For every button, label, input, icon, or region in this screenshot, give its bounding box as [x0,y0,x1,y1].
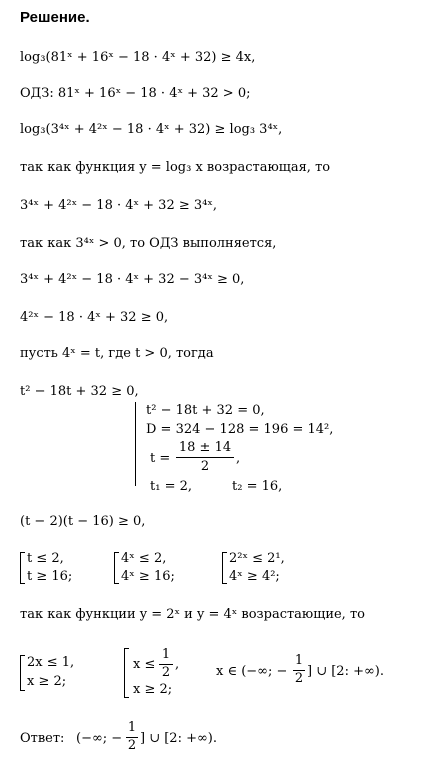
answer-prefix: (−∞; − [76,731,123,746]
roots-formula-label: t = [150,451,171,466]
system5-denominator: 2 [161,665,171,680]
answer-suffix: ] ∪ [2: +∞). [140,731,218,746]
roots-formula-numerator: 18 ± 14 [178,440,232,455]
system5-comma: , [175,657,180,672]
root-t1: t₁ = 2, [150,479,192,494]
system-bracket [20,552,25,584]
system5-numerator: 1 [161,647,171,662]
system5-line1-label: x ≤ [133,657,156,672]
fraction-bar [176,457,234,458]
roots-formula-denominator: 2 [200,459,210,474]
union-numerator: 1 [294,653,304,668]
quadratic-equation: t² − 18t + 32 = 0, [146,403,265,418]
reduced-inequality: 4²ˣ − 18 · 4ˣ + 32 ≥ 0, [20,310,169,325]
monotonic-note: так как функция y = log₃ x возрастающая, то [20,160,331,175]
exp-inequality: 3⁴ˣ + 4²ˣ − 18 · 4ˣ + 32 ≥ 3⁴ˣ, [20,198,217,213]
system2-line2: 4ˣ ≥ 16; [121,569,175,584]
system1-line2: t ≥ 16; [27,569,73,584]
substitution: пусть 4ˣ = t, где t > 0, тогда [20,346,214,361]
answer-label: Ответ: [20,731,65,746]
roots-formula-comma: , [236,451,241,466]
union-prefix: x ∈ (−∞; − [216,664,288,679]
root-t2: t₂ = 16, [232,479,283,494]
system1-line1: t ≤ 2, [27,551,64,566]
log-inequality: log₃(81ˣ + 16ˣ − 18 · 4ˣ + 32) ≥ 4x, [20,50,256,65]
answer-denominator: 2 [127,738,137,753]
system-bracket [222,552,227,584]
system-bracket [114,552,119,584]
quadratic-inequality: t² − 18t + 32 ≥ 0, [20,384,139,399]
system4-line2: x ≥ 2; [27,674,67,689]
system3-line1: 2²ˣ ≤ 2¹, [229,551,285,566]
union-suffix: ] ∪ [2: +∞). [307,664,385,679]
system-bracket [124,648,129,698]
union-denominator: 2 [294,671,304,686]
domain-condition: ОДЗ: 81ˣ + 16ˣ − 18 · 4ˣ + 32 > 0; [20,86,251,101]
aside-divider [135,402,136,486]
answer-numerator: 1 [127,720,137,735]
increasing-functions-note: так как функции y = 2ˣ и y = 4ˣ возрастающие, то [20,607,365,622]
log-rewrite: log₃(3⁴ˣ + 4²ˣ − 18 · 4ˣ + 32) ≥ log₃ 3⁴ˣ, [20,122,283,137]
system2-line1: 4ˣ ≤ 2, [121,551,167,566]
system5-line2: x ≥ 2; [133,682,173,697]
solution-title: Решение. [20,9,90,26]
system3-line2: 4ˣ ≥ 4²; [229,569,280,584]
system4-line1: 2x ≤ 1, [27,655,75,670]
factored-inequality: (t − 2)(t − 16) ≥ 0, [20,514,146,529]
discriminant: D = 324 − 128 = 196 = 14², [146,422,334,437]
system-bracket [20,655,25,691]
domain-note: так как 3⁴ˣ > 0, то ОДЗ выполняется, [20,236,277,251]
moved-terms: 3⁴ˣ + 4²ˣ − 18 · 4ˣ + 32 − 3⁴ˣ ≥ 0, [20,272,245,287]
